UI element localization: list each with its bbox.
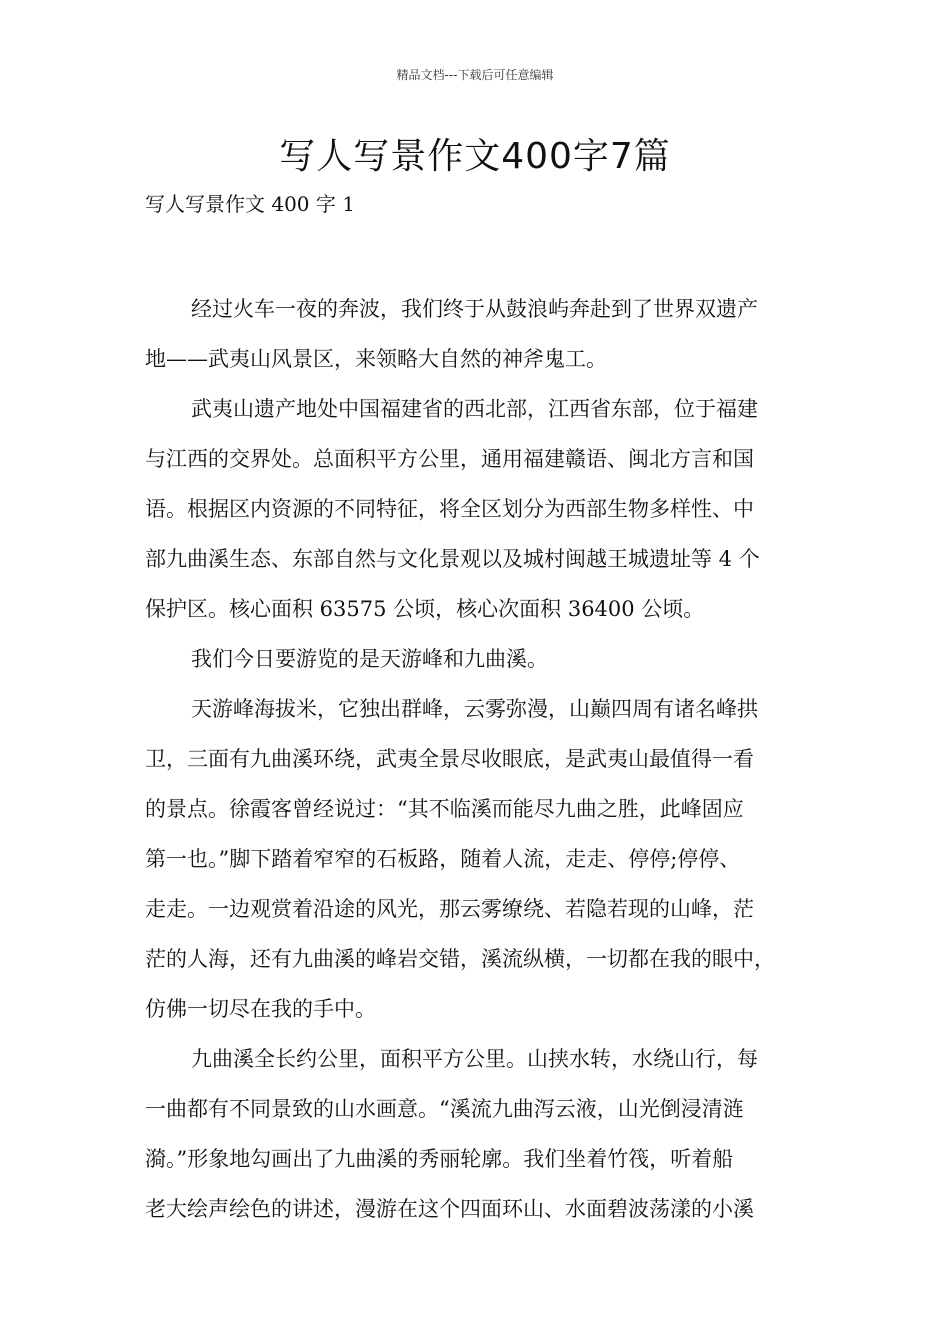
text-line: 漪。”形象地勾画出了九曲溪的秀丽轮廓。我们坐着竹筏，听着船 [145, 1147, 734, 1171]
paragraph [145, 384, 810, 634]
body-text [145, 284, 810, 1234]
text-line: 九曲溪全长约公里，面积平方公里。山挟水转，水绕山行，每 [191, 1047, 758, 1071]
text-line: 我们今日要游览的是天游峰和九曲溪。 [191, 647, 548, 671]
text-line: 走走。一边观赏着沿途的风光，那云雾缭绕、若隐若现的山峰，茫 [145, 897, 754, 921]
text-line: 与江西的交界处。总面积平方公里，通用福建赣语、闽北方言和国 [145, 447, 754, 471]
text-line: 一曲都有不同景致的山水画意。“溪流九曲泻云液，山光倒浸清涟 [145, 1097, 744, 1121]
text-line: 老大绘声绘色的讲述，漫游在这个四面环山、水面碧波荡漾的小溪 [145, 1197, 754, 1221]
text-line: 部九曲溪生态、东部自然与文化景观以及城村闽越王城遗址等 4 个 [145, 547, 760, 571]
text-line: 语。根据区内资源的不同特征，将全区划分为西部生物多样性、中 [145, 497, 754, 521]
text-line: 的景点。徐霞客曾经说过：“其不临溪而能尽九曲之胜，此峰固应 [145, 797, 744, 821]
paragraph [145, 634, 810, 684]
text-line: 地——武夷山风景区，来领略大自然的神斧鬼工。 [145, 347, 607, 371]
text-line: 仿佛一切尽在我的手中。 [145, 997, 376, 1021]
text-line: 卫，三面有九曲溪环绕，武夷全景尽收眼底，是武夷山最值得一看 [145, 747, 754, 771]
paragraph [145, 284, 810, 384]
paragraph [145, 684, 810, 1034]
section-heading: 写人写景作文 400 字 1 [145, 192, 355, 216]
text-line: 保护区。核心面积 63575 公顷，核心次面积 36400 公顷。 [145, 597, 705, 621]
document-title: 写人写景作文400字7篇 [279, 136, 671, 177]
paragraph [145, 1034, 810, 1234]
text-line: 经过火车一夜的奔波，我们终于从鼓浪屿奔赴到了世界双遗产 [191, 297, 758, 321]
text-line: 第一也。”脚下踏着窄窄的石板路，随着人流，走走、停停;停停、 [145, 847, 741, 871]
text-line: 武夷山遗产地处中国福建省的西北部，江西省东部，位于福建 [191, 397, 758, 421]
header-note: 精品文档---下载后可任意编辑 [396, 68, 554, 82]
text-line: 天游峰海拔米，它独出群峰，云雾弥漫，山巅四周有诸名峰拱 [191, 697, 758, 721]
text-line: 茫的人海，还有九曲溪的峰岩交错，溪流纵横，一切都在我的眼中， [145, 947, 775, 971]
